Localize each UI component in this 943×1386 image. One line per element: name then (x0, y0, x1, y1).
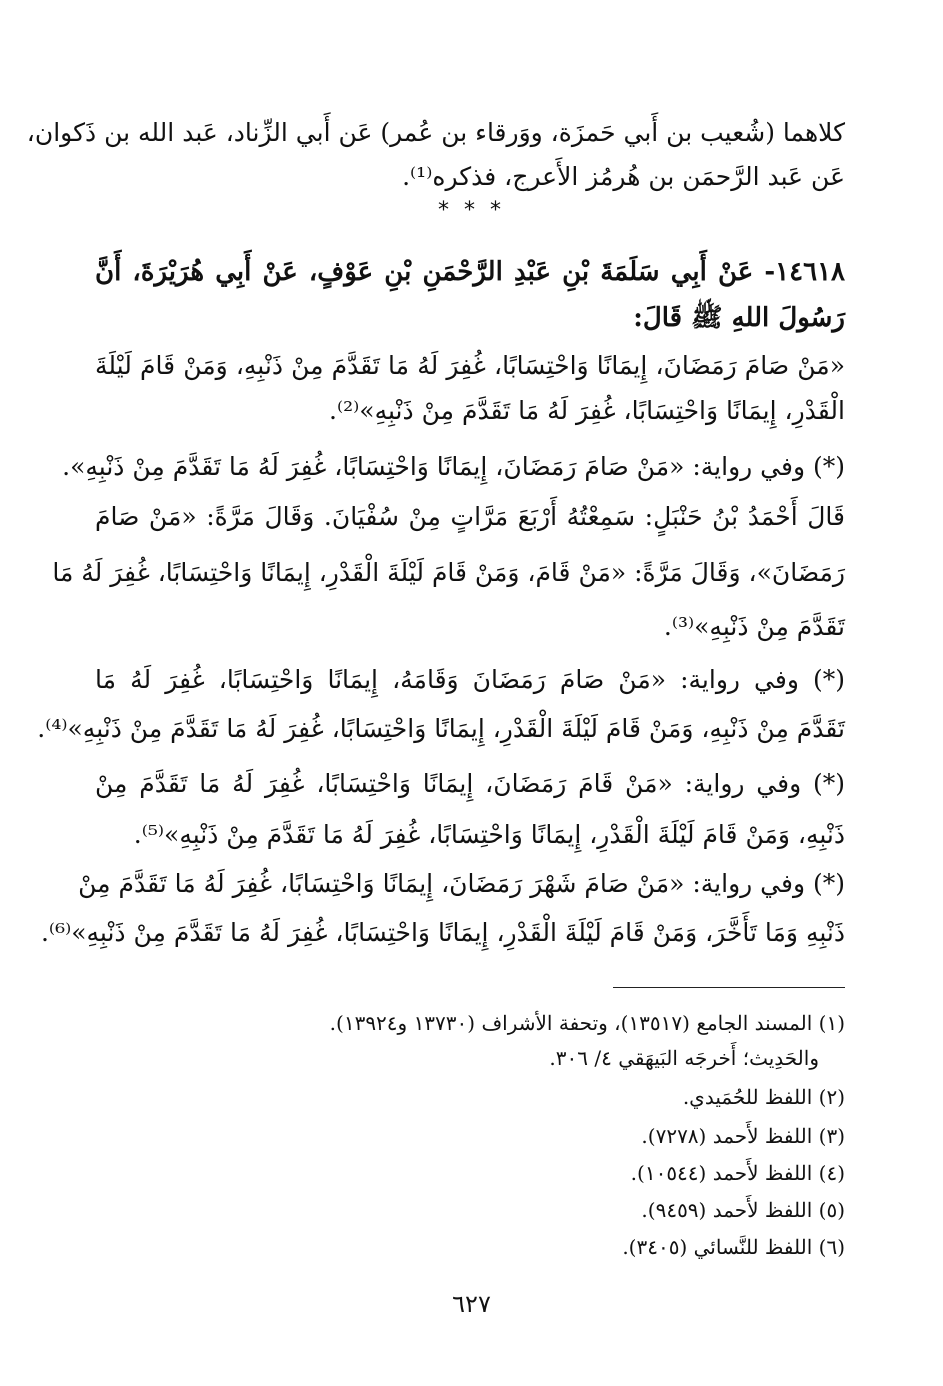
hadith-text-line: قَالَ أَحْمَدُ بْنُ حَنْبَلٍ: سَمِعْتُهُ أَرْبَعَ مَرَّاتٍ مِنْ سُفْيَانَ. وَقَالَ مَرَّةً: «مَنْ صَامَ (95, 502, 845, 531)
hadith-text-line: ذَنْبِهِ، وَمَنْ قَامَ لَيْلَةَ الْقَدْرِ، إِيمَانًا وَاحْتِسَابًا، غُفِرَ لَهُ مَا تَقَدَّمَ مِنْ ذَنْبِهِ»⁽⁵⁾. (133, 820, 845, 849)
footnote-divider (613, 987, 845, 988)
footnote-item: (٤) اللفظ لأَحمد (١٠٥٤٤). (630, 1161, 845, 1185)
riwaya-line: (*) وفي رواية: «مَنْ صَامَ رَمَضَانَ وَقَامَهُ، إِيمَانًا وَاحْتِسَابًا، غُفِرَ لَهُ مَا (95, 665, 845, 694)
hadith-text-line: رَمَضَانَ»، وَقَالَ مَرَّةً: «مَنْ قَامَ، وَمَنْ قَامَ لَيْلَةَ الْقَدْرِ، إِيمَانًا وَاحْتِسَابًا، غُفِرَ لَهُ مَا (52, 558, 845, 587)
footnote-item: (٦) اللفظ للنَّسائي (٣٤٠٥). (622, 1235, 845, 1259)
hadith-heading-line-1: ١٤٦١٨- عَنْ أَبِي سَلَمَةَ بْنِ عَبْدِ الرَّحْمَنِ بْنِ عَوْفٍ، عَنْ أَبِي هُرَيْرَةَ، أَنَّ (95, 257, 845, 287)
riwaya-line: (*) وفي رواية: «مَنْ صَامَ رَمَضَانَ، إِيمَانًا وَاحْتِسَابًا، غُفِرَ لَهُ مَا تَقَدَّمَ مِنْ ذَنْبِهِ». (62, 452, 845, 481)
hadith-text-line: الْقَدْرِ، إِيمَانًا وَاحْتِسَابًا، غُفِرَ لَهُ مَا تَقَدَّمَ مِنْ ذَنْبِهِ»⁽²⁾. (329, 396, 845, 425)
hadith-heading-line-2: رَسُولَ اللهِ ﷺ قَالَ: (633, 303, 845, 333)
intro-line-1: كلاهما (شُعيب بن أَبي حَمزَة، ووَرقاء بن عُمر) عَن أَبي الزِّناد، عَبد الله بن ذَكوان، (26, 118, 845, 147)
footnote-item: والحَدِيث؛ أَخرجَه البَيهَقي ٤/ ٣٠٦. (549, 1046, 819, 1070)
hadith-text-line: «مَنْ صَامَ رَمَضَانَ، إِيمَانًا وَاحْتِسَابًا، غُفِرَ لَهُ مَا تَقَدَّمَ مِنْ ذَنْبِهِ، وَمَنْ قَامَ لَيْلَةَ (95, 351, 845, 380)
hadith-text-line: تَقَدَّمَ مِنْ ذَنْبِهِ، وَمَنْ قَامَ لَيْلَةَ الْقَدْرِ، إِيمَانًا وَاحْتِسَابًا، غُفِرَ لَهُ مَا تَقَدَّمَ مِنْ ذَنْبِهِ»⁽⁴⁾. (37, 714, 845, 743)
section-separator: * * * (438, 198, 505, 223)
footnote-item: (١) المسند الجامع (١٣٥١٧)، وتحفة الأشراف (١٣٧٣٠ و١٣٩٢٤). (329, 1011, 845, 1035)
footnote-item: (٥) اللفظ لأَحمد (٩٤٥٩). (641, 1198, 845, 1222)
hadith-text-line: تَقَدَّمَ مِنْ ذَنْبِهِ»⁽³⁾. (663, 612, 845, 641)
footnote-item: (٢) اللفظ للحُمَيدي. (682, 1085, 845, 1109)
hadith-text-line: ذَنْبِهِ وَمَا تَأَخَّرَ، وَمَنْ قَامَ لَيْلَةَ الْقَدْرِ، إِيمَانًا وَاحْتِسَابًا، غُفِرَ لَهُ مَا تَقَدَّمَ مِنْ ذَنْبِهِ»⁽⁶⁾. (40, 918, 845, 947)
riwaya-line: (*) وفي رواية: «مَنْ صَامَ شَهْرَ رَمَضَانَ، إِيمَانًا وَاحْتِسَابًا، غُفِرَ لَهُ مَا تَقَدَّمَ مِنْ (78, 869, 845, 898)
intro-line-2: عَن عَبد الرَّحمَن بن هُرمُز الأَعرج، فذكره⁽¹⁾. (402, 162, 845, 191)
page-number: ٦٢٧ (452, 1290, 491, 1318)
footnote-item: (٣) اللفظ لأَحمد (٧٢٧٨). (641, 1124, 845, 1148)
riwaya-line: (*) وفي رواية: «مَنْ قَامَ رَمَضَانَ، إِيمَانًا وَاحْتِسَابًا، غُفِرَ لَهُ مَا تَقَدَّمَ مِنْ (95, 769, 845, 798)
